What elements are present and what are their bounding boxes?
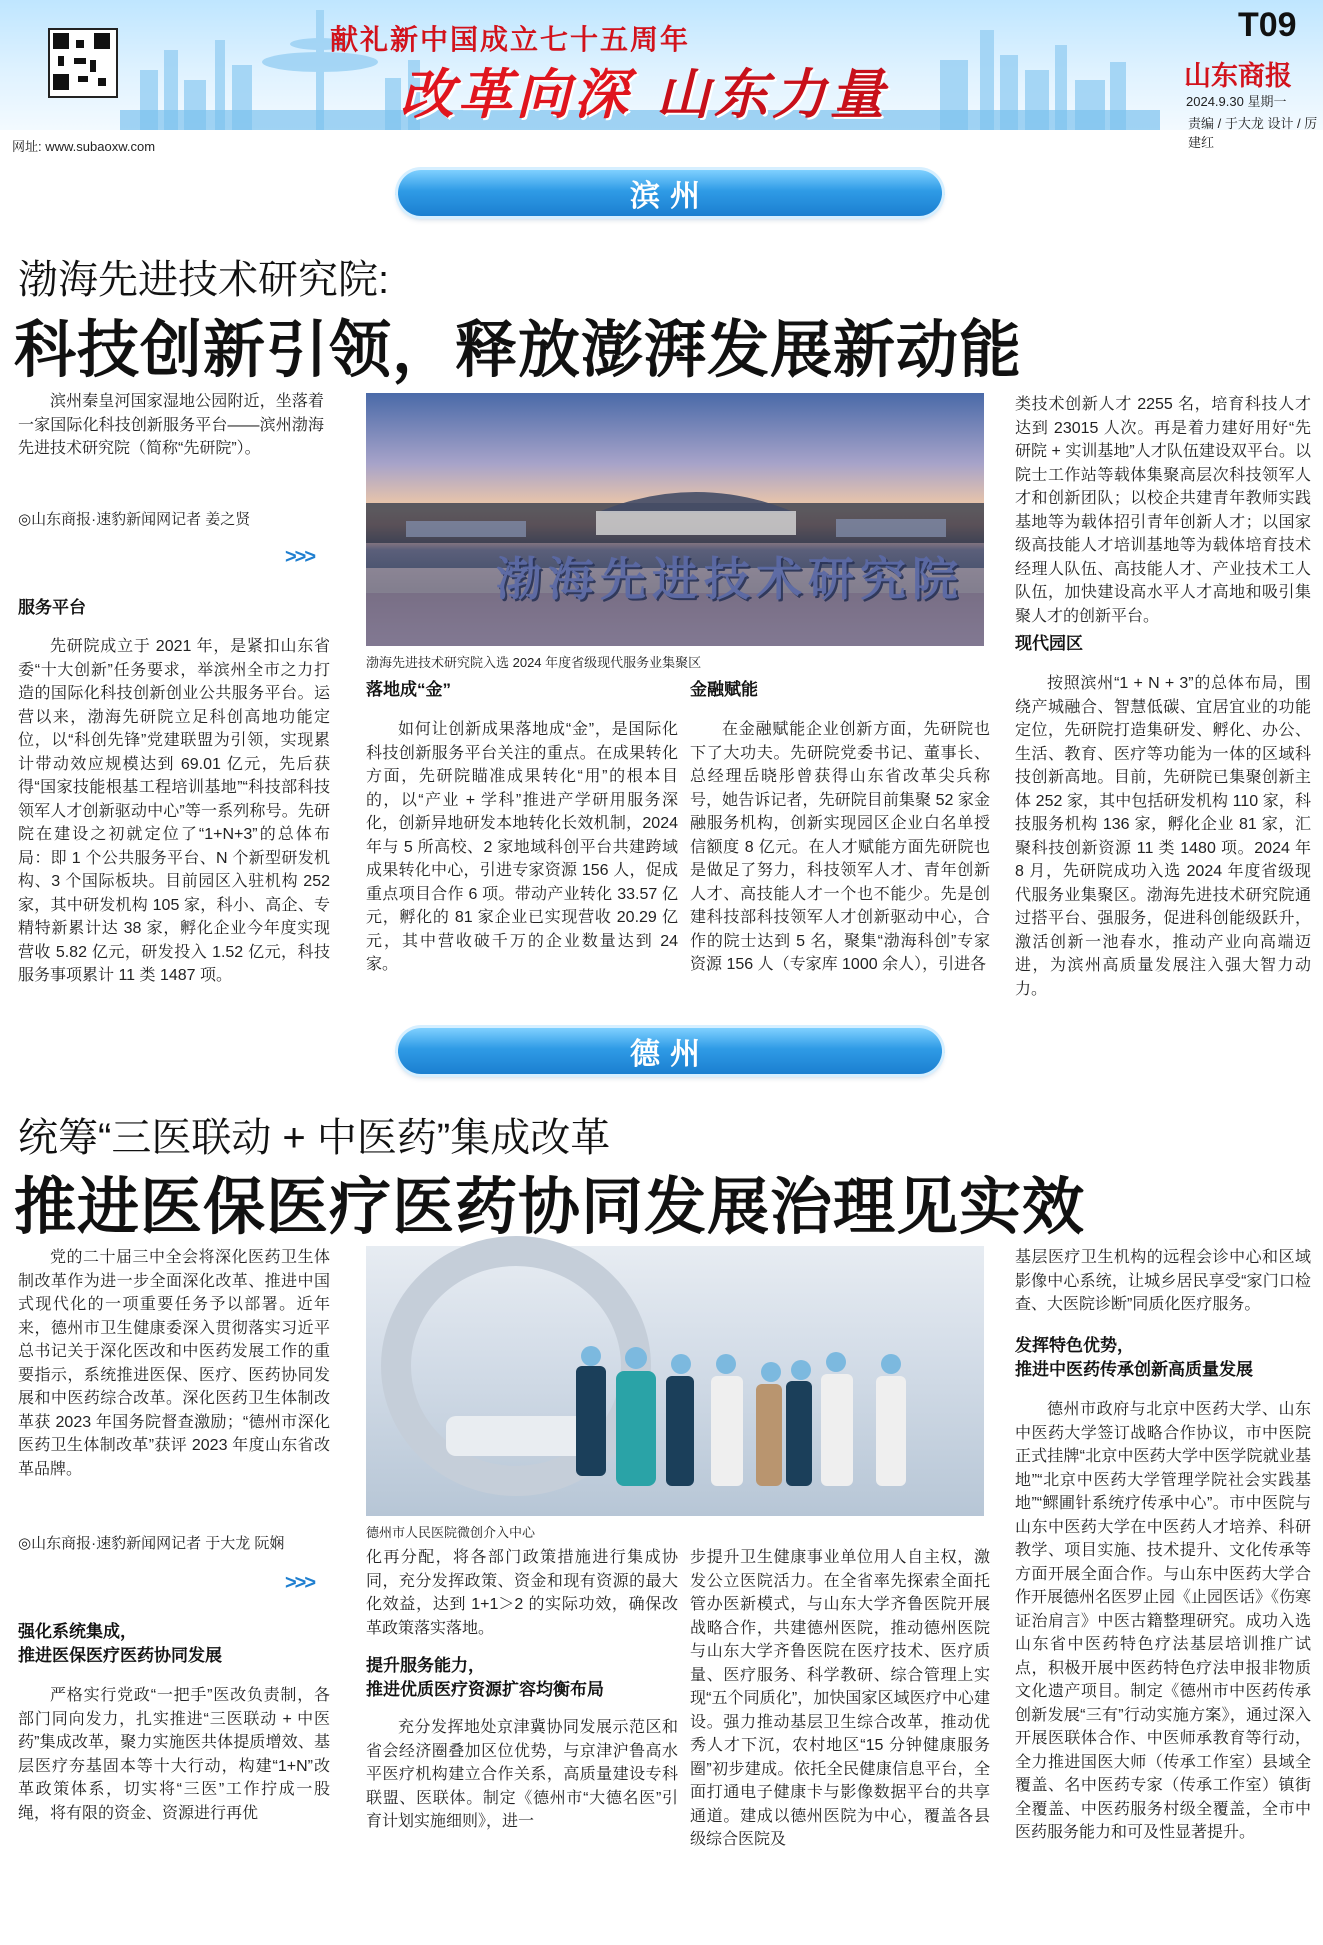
column-2b-text: 充分发挥地处京津冀协同发展示范区和省会经济圈叠加区位优势，与京津沪鲁高水平医疗机构建立合作关系，高质量建设专科联盟、医联体。制定《德州市“大德名医”引育计划实施细则》，进一 [366, 1719, 678, 1830]
subhead-service-capacity [366, 1654, 604, 1702]
page-number: T09 [1238, 6, 1297, 44]
column-4a [1015, 1246, 1311, 1317]
column-3-text: 步提升卫生健康事业单位用人自主权，激发公立医院活力。在全省率先探索全面托管办医新模式，与山东大学齐鲁医院开展战略合作，共建德州医院，推动德州医院与山东大学齐鲁医院在医疗技术、医疗质量、医疗服务、科学教研、综合管理上实现“五个同质化”，加快国家区域医疗中心建设。强力推动基层卫生综合改革，推动优秀人才下沉，农村地区“15 分钟健康服务圈”初步建成。依托全民健康信息平台，全面打通电子健康卡与影像数据平台的共享通道。建成以德州医院为中心，覆盖各县级综合医院及 [690, 1549, 990, 1848]
article-headline: 推进医保医疗医药协同发展治理见实效 [14, 1173, 1086, 1242]
chevron-icon: >>> [285, 1572, 315, 1594]
article-headline: 科技创新引领，释放澎湃发展新动能 [14, 316, 1023, 385]
column-3 [690, 718, 990, 977]
column-1 [18, 1684, 330, 1825]
newspaper-name: 山东商报 [1184, 61, 1292, 91]
subhead-landing-gold: 落地成“金” [366, 680, 451, 699]
column-1 [18, 635, 330, 988]
subhead-line-1: 强化系统集成， [18, 1622, 137, 1641]
column-2-text: 如何让创新成果落地成“金”，是国际化科技创新服务平台关注的重点。在成果转化方面，先研院瞄准成果转化“用”的根本目的，以“产业 + 学科”推进产学研用服务深化，创新异地研发本地转化长效机制，2024 年与 5 所高校、2 家地域科创平台共建跨域成果转化中心，引进专家资源 156 人，促成重点项目合作 6 项。带动产业转化 33.57 亿元，孵化的 81 家企业已实现营收 20.29 亿元，其中营收破千万的企业数量达到 24 家。 [366, 721, 678, 973]
column-2a [366, 1546, 678, 1640]
banner-slogan [400, 52, 888, 129]
column-3-text: 在金融赋能企业创新方面，先研院也下了大功夫。先研院党委书记、董事长、总经理岳晓彤曾获得山东省改革尖兵称号，她告诉记者，先研院目前集聚 52 家金融服务机构，创新实现园区企业白名单授信额度 8 亿元。在人才赋能方面先研院也是做足了努力，科技领军人才、青年创新人才、高技能人才一个也不能少。先是创建科技部科技领军人才创新驱动中心，合作的院士达到 5 名，聚集“渤海科创”专家资源 156 人（专家库 1000 余人），引进各 [690, 721, 990, 973]
column-4b [1015, 672, 1311, 1001]
subhead-finance: 金融赋能 [690, 680, 758, 699]
column-4a-text: 基层医疗卫生机构的远程会诊中心和区域影像中心系统，让城乡居民享受“家门口检查、大医院诊断”同质化医疗服务。 [1015, 1249, 1311, 1313]
subhead-service-platform: 服务平台 [18, 598, 86, 617]
section-label-dezhou: 德州 [398, 1028, 942, 1074]
chevron-icon: >>> [285, 546, 315, 568]
website-url: 网址: www.subaoxw.com [12, 139, 156, 154]
subhead-system-integration [18, 1620, 222, 1668]
issue-date: 2024.9.30 星期一 [1186, 94, 1287, 109]
column-4a-text: 类技术创新人才 2255 名，培育科技人才达到 23015 人次。再是着力建好用好“先研院 + 实训基地”人才队伍建设双平台。以院士工作站等载体集聚高层次科技领军人才和创新团队；以校企共建青年教师实践基地等为载体招引青年创新人才；以国家级高技能人才培训基地等为载体培育技术经理人队伍、高技能人才、产业技术工人队伍，加快建设高水平人才高地和吸引集聚人才的创新平台。 [1015, 396, 1311, 625]
column-2b [366, 1716, 678, 1834]
section-label-binzhou: 滨州 [398, 170, 942, 216]
article-kicker: 渤海先进技术研究院: [18, 258, 390, 302]
column-1-text: 先研院成立于 2021 年，是紧扣山东省委“十大创新”任务要求，举滨州全市之力打造的国际化科技创新创业公共服务平台。运营以来，渤海先研院立足科创高地功能定位，以“科创先锋”党建联盟为引领，实现累计带动效应规模达到 69.01 亿元，先后获得“国家技能根基工程培训基地”“科技部科技领军人才创新驱动中心”等一系列称号。先研院在建设之初就定位了“1+N+3”的总体布局：即 1 个公共服务平台、N 个新型研发机构、3 个国际板块。目前园区入驻机构 252 家，其中研发机构 105 家，科小、高企、专精特新累计达 38 家，孵化企业今年度实现营收 5.82 亿元，研发投入 1.52 亿元，科技服务事项累计 11 类 1487 项。 [18, 638, 330, 984]
subhead-line-2: 推进医保医疗医药协同发展 [18, 1646, 222, 1665]
photo-signboard: 渤海先进技术研究院 [496, 553, 964, 605]
byline: ◎山东商报·速豹新闻网记者 姜之贤 [18, 511, 251, 528]
photo-caption: 渤海先进技术研究院入选 2024 年度省级现代服务业集聚区 [366, 655, 702, 670]
column-4b [1015, 1398, 1311, 1845]
subhead-line-1: 提升服务能力， [366, 1656, 485, 1675]
lead-text: 滨州秦皇河国家湿地公园附近，坐落着一家国际化科技创新服务平台——滨州渤海先进技术研究院（简称“先研院”）。 [18, 393, 324, 457]
column-2 [366, 718, 678, 977]
article-kicker: 统筹“三医联动 + 中医药”集成改革 [18, 1116, 611, 1160]
subhead-line-2: 推进中医药传承创新高质量发展 [1015, 1360, 1253, 1379]
subhead-line-2: 推进优质医疗资源扩容均衡布局 [366, 1680, 604, 1699]
editor-credits: 责编 / 于大龙 设计 / 厉建红 [1188, 116, 1318, 150]
column-2a-text: 化再分配，将各部门政策措施进行集成协同，充分发挥政策、资金和现有资源的最大化效益，达到 1+1＞2 的实际功效，确保改革政策落实落地。 [366, 1549, 678, 1637]
byline: ◎山东商报·速豹新闻网记者 于大龙 阮娴 [18, 1535, 285, 1552]
subhead-tcm-advantage [1015, 1334, 1253, 1382]
banner-subtitle: 献礼新中国成立七十五周年 [330, 24, 691, 55]
photo-hospital-illustration [366, 1246, 984, 1516]
subhead-line-1: 发挥特色优势， [1015, 1336, 1134, 1355]
photo-hospital [366, 1246, 984, 1516]
slogan-part-b: 山东力量 [656, 65, 888, 125]
photo-institute [366, 393, 984, 646]
photo-caption: 德州市人民医院微创介入中心 [366, 1525, 536, 1540]
subhead-modern-park: 现代园区 [1015, 634, 1083, 653]
article-lead [18, 1246, 330, 1481]
column-4a [1015, 393, 1311, 628]
slogan-part-a: 改革向深 [400, 65, 632, 125]
column-4b-text: 按照滨州“1 + N + 3”的总体布局，围绕产城融合、智慧低碳、宜居宜业的功能定位，先研院打造集研发、孵化、办公、生活、教育、医疗等功能为一体的区域科技创新高地。目前，先研院已集聚创新主体 252 家，其中包括研发机构 110 家，科技服务机构 136 家，孵化企业 81 家，汇聚科技创新资源 11 类 1480 项。2024 年 8 月，先研院成功入选 2024 年度省级现代服务业集聚区。渤海先进技术研究院通过搭平台、强服务，促进科创能级跃升，激活创新一池春水，推动产业向高端迈进，为滨州高质量发展注入强大智力动力。 [1015, 675, 1311, 998]
column-3 [690, 1546, 990, 1852]
article-lead [18, 390, 324, 461]
column-4b-text: 德州市政府与北京中医药大学、山东中医药大学签订战略合作协议，市中医院正式挂牌“北京中医药大学中医学院就业基地”“北京中医药大学管理学院社会实践基地”“鳏圃针系统疗传承中心”。市中医院与山东中医药大学在中医药人才培养、科研教学、项目实施、技术提升、文化传承等方面开展全面合作。与山东中医药大学合作开展德州名医罗止园《止园医话》《伤寒证治肩言》中医古籍整理研究。成功入选山东省中医药特色疗法基层培训推广试点，积极开展中医药特色疗法申报非物质文化遗产项目。制定《德州市中医药传承创新发展“三有”行动实施方案》，通过深入开展医联体合作、中医师承教育等行动，全力推进国医大师（传承工作室）县域全覆盖、名中医药专家（传承工作室）镇街全覆盖、中医药服务村级全覆盖，全市中医药服务能力和可及性显著提升。 [1015, 1401, 1312, 1841]
lead-text: 党的二十届三中全会将深化医药卫生体制改革作为进一步全面深化改革、推进中国式现代化的一项重要任务予以部署。近年来，德州市卫生健康委深入贯彻落实习近平总书记关于深化医改和中医药发展工作的重要指示，系统推进医保、医疗、医药协同发展和中医药综合改革。深化医药卫生体制改革获 2023 年国务院督查激励；“德州市深化医药卫生体制改革”获评 2023 年度山东省改革品牌。 [18, 1249, 330, 1478]
column-1-text: 严格实行党政“一把手”医改负责制，各部门同向发力，扎实推进“三医联动 + 中医药”集成改革，聚力实施医共体提质增效、基层医疗夯基固本等十大行动，构建“1+N”改革政策体系，切实将“三医”工作拧成一股绳，将有限的资金、资源进行再优 [18, 1687, 330, 1822]
qr-code [48, 28, 118, 98]
